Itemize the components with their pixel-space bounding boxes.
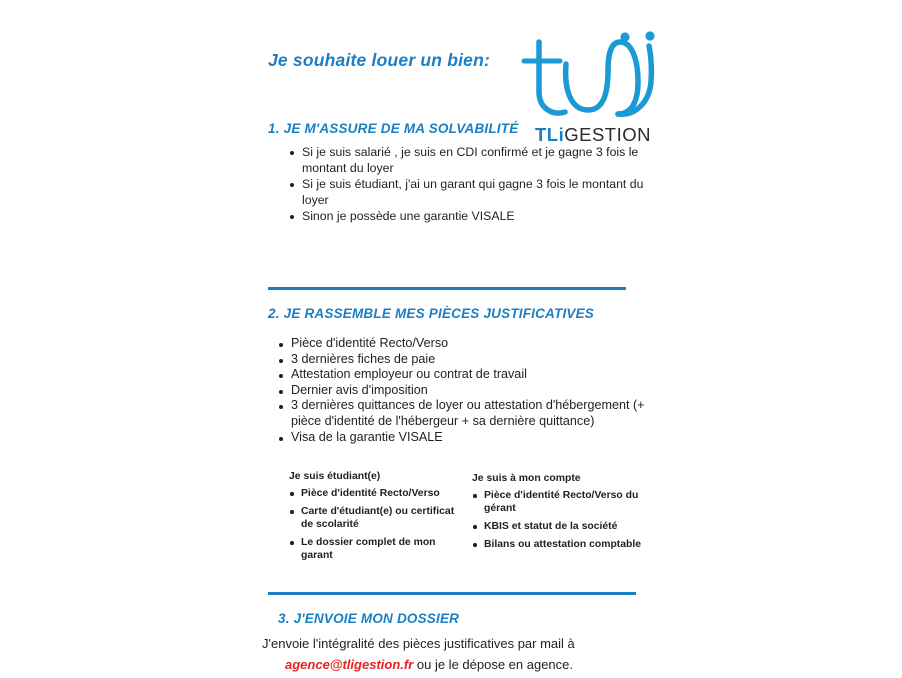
logo-dot-right — [645, 31, 654, 40]
sub-block-self-employed-title: Je suis à mon compte — [472, 473, 581, 484]
tli-monogram-icon — [508, 30, 678, 130]
list-item: Pièce d'identité Recto/Verso — [278, 336, 678, 352]
footer-instruction: J'envoie l'intégralité des pièces justificatives par mail à — [262, 636, 575, 651]
sub-block-self-employed-list — [472, 489, 662, 551]
list-item: Le dossier complet de mon garant — [289, 536, 459, 562]
list-item: Visa de la garantie VISALE — [278, 430, 678, 446]
divider-1 — [268, 287, 626, 290]
list-item: Si je suis étudiant, j'ai un garant qui gagne 3 fois le montant du loyer — [289, 176, 659, 208]
sub-block-student-title: Je suis étudiant(e) — [289, 471, 381, 482]
list-item: Sinon je possède une garantie VISALE — [289, 208, 659, 224]
list-item: KBIS et statut de la société — [472, 520, 662, 533]
list-item: 3 dernières fiches de paie — [278, 352, 678, 368]
list-item: Dernier avis d'imposition — [278, 383, 678, 399]
page-title: Je souhaite louer un bien: — [268, 50, 491, 70]
logo-dot-left — [620, 32, 629, 41]
section-1-list — [289, 144, 659, 224]
list-item: Carte d'étudiant(e) ou certificat de scolarité — [289, 505, 459, 531]
logo-wordmark — [508, 124, 678, 146]
email-link[interactable]: agence@tligestion.fr — [285, 657, 414, 672]
logo-wordmark-gestion: GESTION — [564, 124, 651, 145]
sub-block-student — [289, 470, 459, 567]
footer-contact-suffix: ou je le dépose en agence. — [413, 657, 574, 672]
section-1-heading: 1. JE M'ASSURE DE MA SOLVABILITÉ — [268, 121, 519, 136]
section-3-heading: 3. J'ENVOIE MON DOSSIER — [278, 611, 460, 626]
tli-gestion-logo — [508, 30, 678, 150]
section-2-heading: 2. JE RASSEMBLE MES PIÈCES JUSTIFICATIVES — [268, 306, 595, 321]
list-item: Bilans ou attestation comptable — [472, 538, 662, 551]
footer-contact — [285, 657, 685, 672]
list-item: Pièce d'identité Recto/Verso — [289, 487, 459, 500]
sub-block-student-list — [289, 487, 459, 562]
list-item: Attestation employeur ou contrat de travail — [278, 367, 678, 383]
section-2-list — [278, 336, 678, 445]
sub-block-self-employed — [472, 472, 662, 556]
logo-wordmark-tli: TLi — [534, 124, 565, 145]
list-item: Pièce d'identité Recto/Verso du gérant — [472, 489, 662, 515]
list-item: Si je suis salarié , je suis en CDI confirmé et je gagne 3 fois le montant du loyer — [289, 144, 659, 176]
divider-2 — [268, 592, 636, 595]
list-item: 3 dernières quittances de loyer ou attestation d'hébergement (+ pièce d'identité de l'hébergeur + sa dernière quittance) — [278, 398, 678, 429]
